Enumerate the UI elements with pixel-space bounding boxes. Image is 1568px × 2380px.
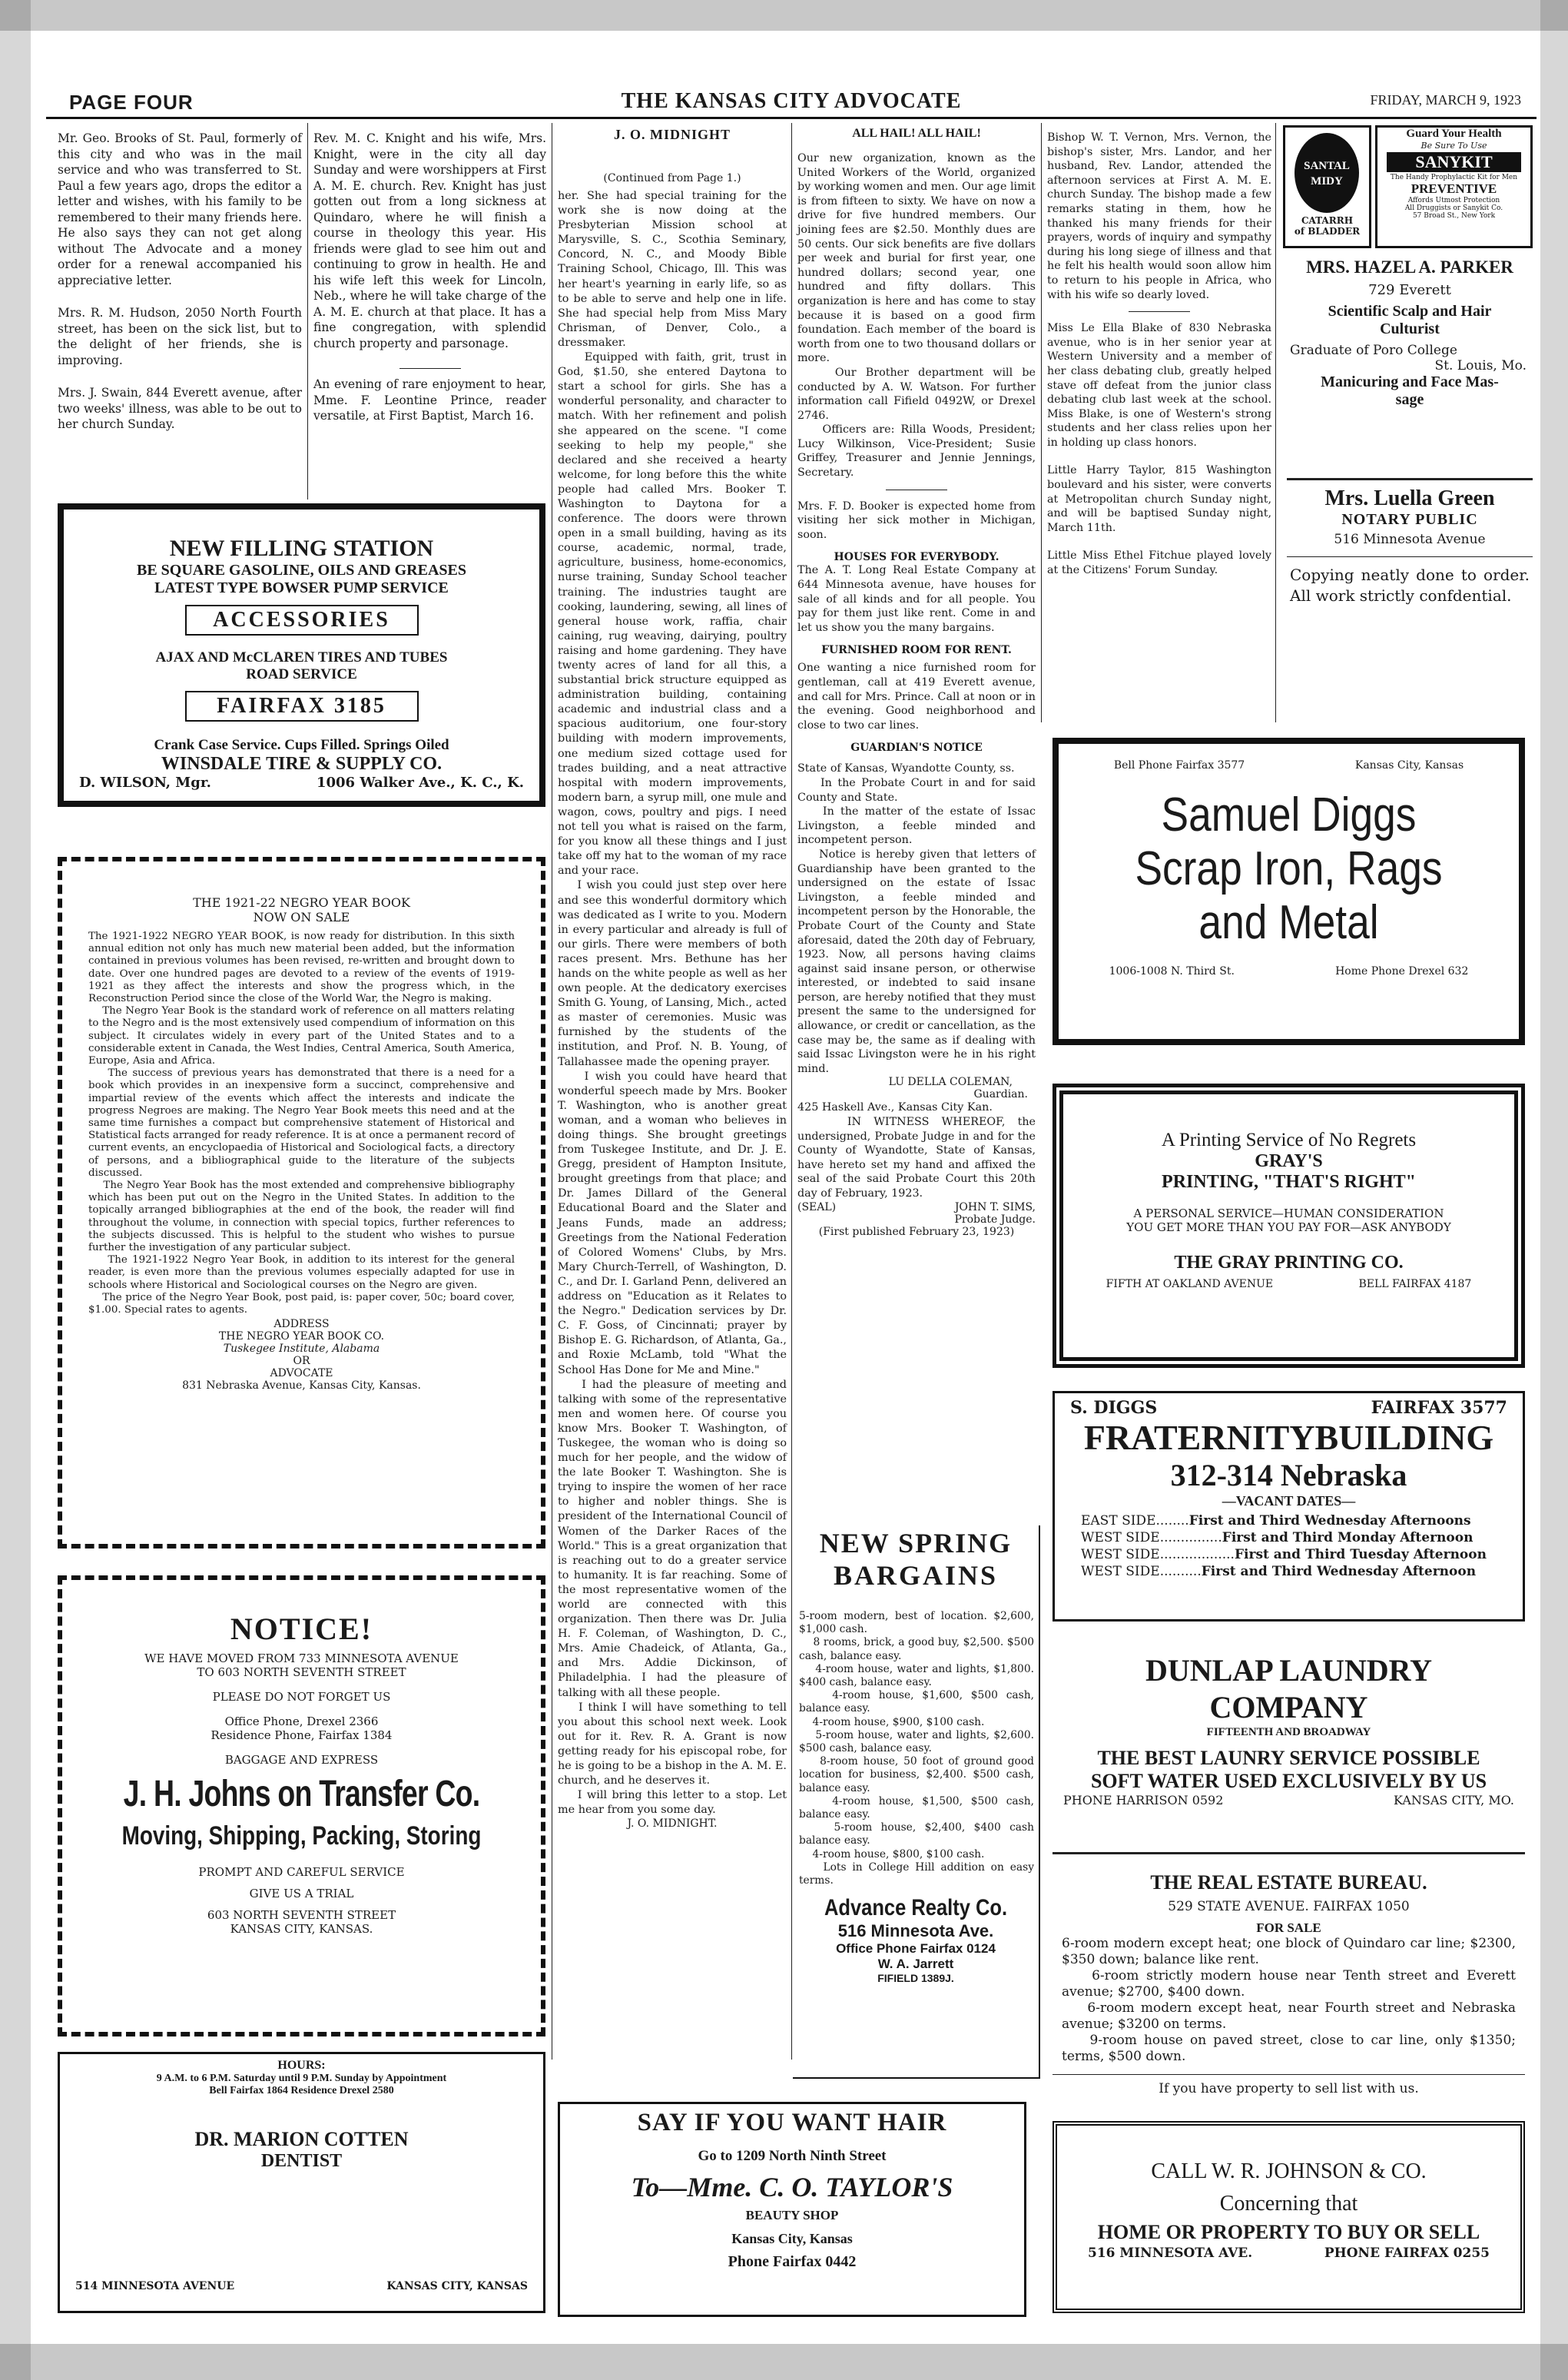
ad-line: PREVENTIVE: [1411, 181, 1497, 196]
seal-line: [797, 1201, 1036, 1213]
ad-header: [1055, 1393, 1523, 1418]
ad-filling-station: [58, 503, 545, 807]
ad-line: WE HAVE MOVED FROM 733 MINNESOTA AVENUE: [144, 1651, 459, 1665]
ad-line: 603 NORTH SEVENTH STREET: [207, 1908, 396, 1922]
ad-line: PROMPT AND CAREFUL SERVICE: [198, 1865, 405, 1879]
ad-line: ADDRESS: [273, 1318, 330, 1331]
ad-title: CALL W. R. JOHNSON & CO.: [1151, 2159, 1427, 2183]
side: WEST SIDE: [1081, 1564, 1160, 1579]
column-church-news: [313, 131, 550, 424]
ad-line: Kansas City, Kansas: [731, 2231, 853, 2246]
ad-line: FIFIELD 1389J.: [877, 1972, 954, 1985]
ad-line: HOME OR PROPERTY TO BUY OR SELL: [1097, 2221, 1480, 2243]
ad-title: 312-314 Nebraska: [1170, 1458, 1407, 1492]
ad-subtitle: NOW ON SALE: [253, 910, 350, 924]
ad-transfer-notice: [58, 1575, 545, 2036]
accessories-label: ACCESSORIES: [185, 605, 419, 636]
signature: LU DELLA COLEMAN,: [888, 1076, 1013, 1089]
ad-subtitle: LATEST TYPE BOWSER PUMP SERVICE: [154, 579, 449, 596]
ad-footer: [1053, 1793, 1525, 1807]
services: Moving, Shipping, Packing, Storing: [121, 1821, 482, 1851]
judge: JOHN T. SIMS,: [954, 1200, 1036, 1213]
ad-dunlap-laundry: [1053, 1652, 1525, 1807]
seal: (SEAL): [797, 1200, 837, 1213]
address: 1006-1008 N. Third St.: [1109, 965, 1235, 978]
ad-title: BARGAINS: [833, 1560, 999, 1591]
company-name: WINSDALE TIRE & SUPPLY CO.: [161, 754, 443, 774]
ad-title: THE 1921-22 NEGRO YEAR BOOK: [193, 895, 410, 910]
ad-line: CATARRH: [1301, 215, 1354, 226]
ad-negro-year-book: [58, 857, 545, 1548]
ad-line: If you have property to sell list with us.: [1159, 2081, 1419, 2096]
scan-edge-left: [0, 0, 31, 2380]
ad-beauty-shop: [558, 2102, 1026, 2317]
article-title: J. O. MIDNIGHT: [613, 127, 731, 142]
company-name: Advance Realty Co.: [824, 1895, 1008, 1921]
address: 516 MINNESOTA AVE.: [1088, 2246, 1253, 2261]
ad-line: TO 603 NORTH SEVENTH STREET: [197, 1665, 406, 1679]
notice-title: NOTICE!: [230, 1612, 373, 1646]
ad-line: THE BEST LAUNRY SERVICE POSSIBLE: [1097, 1747, 1480, 1769]
ad-footer: [64, 775, 539, 791]
shop-name: To—Mme. C. O. TAYLOR'S: [631, 2172, 953, 2202]
ad-fraternity-building: [1053, 1391, 1525, 1622]
company-name: J. H. Johns on Transfer Co.: [123, 1774, 480, 1814]
ad-grays-printing: [1053, 1084, 1525, 1368]
ad-line: Office Phone Fairfax 0124: [836, 1941, 996, 1957]
ad-line: Tuskegee Institute, Alabama: [223, 1343, 380, 1356]
article-prince: An evening of rare enjoyment to hear, Mme. F. Leontine Prince, reader versatile, at First Baptist, March 16.: [313, 377, 550, 423]
ad-line: Culturist: [1380, 320, 1440, 337]
ad-title: MRS. HAZEL A. PARKER: [1306, 257, 1513, 277]
column-rule: [1041, 123, 1042, 722]
brand-text: SANTAL: [1304, 160, 1350, 172]
ad-line: St. Louis, Mo.: [1434, 358, 1527, 373]
divider: [1287, 556, 1533, 557]
ad-line: 831 Nebraska Avenue, Kansas City, Kansas.: [182, 1379, 421, 1392]
article-booker: Mrs. F. D. Booker is expected home from visiting her sick mother in Michigan, soon.: [797, 500, 1039, 541]
dates: First and Third Tuesday Afternoon: [1234, 1547, 1487, 1562]
ad-line: Scientific Scalp and Hair: [1328, 303, 1492, 320]
article-body: The A. T. Long Real Estate Company at 644 Minnesota avenue, have houses for sale of all kinds and for all people. You pay for them just like rent. Come in and let us show you the many bargains.: [797, 564, 1039, 634]
ad-line: HOURS:: [277, 2059, 326, 2072]
side: WEST SIDE: [1081, 1530, 1160, 1545]
ad-line: 516 Minnesota Avenue: [1334, 532, 1486, 547]
ad-sanykit: [1375, 125, 1533, 248]
ad-title: COMPANY: [1209, 1690, 1368, 1724]
ad-line: W. A. Jarrett: [877, 1957, 954, 1972]
vacant-dates-list: [1055, 1509, 1523, 1580]
ad-title: Samuel Diggs: [1161, 788, 1417, 841]
brand-name: SANYKIT: [1387, 152, 1521, 172]
article-swain: Mrs. J. Swain, 844 Everett avenue, after two weeks' illness, was able to be out to her church Sunday.: [58, 386, 306, 431]
ad-body: Copying neatly done to order. All work strictly confdential.: [1290, 566, 1535, 605]
ad-notary-green: [1287, 478, 1533, 606]
ad-line: PHONE FAIRFAX 0255: [1324, 2246, 1490, 2261]
capsule-icon: [1285, 131, 1369, 215]
scan-edge-top: [0, 0, 1568, 31]
yearbook-body: The 1921-1922 NEGRO YEAR BOOK, is now ready for distribution. In this sixth annual edition not only has much new material been added, but the information contained in previous volumes has been revised, re-written and brought down to date. Over one hundred pages are devoted to a review of the events of 1919-1921 as they affect the interests and show the progress which, in the Reconstruction Period since the close of the World War, the Negro is making. The Negro Year Book is the standard work of reference on all matters relating to the Negro and is the most extensively used compendium of information on this subject. It circulates widely in every part of the United States and to a considerable extent in Canada, the West Indies, Central America, South America, Europe, Asia and Africa. The success of previous years has demonstrated that there is a need for a book which provides in an inexpensive form a succinct, comprehensive and impartial review of the events which affect the interests and indicate the progress Negroes are making. The Negro Year Book meets this need and at the same time furnishes a compact but comprehensive statement of Historical and Statistical facts arranged for ready reference. It is at once a permanent record of current events, an encyclopaedia of Historical and Sociological facts, a directory of persons, and a bibliographical guide to the literature of the subjects discussed. The Negro Year Book has the most extended and comprehensive bibliography which has been put out on the Negro in the United States. In addition to the topically arranged bibliographies at the end of the book, the reader will find throughout the volume, in connection with special topics, further references to the subjects discussed. This is helpful to the student who wishes to pursue further the investigation of any particular subject. The 1921-1922 Negro Year Book, in addition to its interest for the general reader, is even more than the previous volumes especially adapted for use in schools where Historical and Sociological courses on the Negro are given. The price of the Negro Year Book, post paid, is: paper cover, 50c; board cover, $1.00. Special rates to agents.: [88, 931, 515, 1316]
signature: J. O. MIDNIGHT.: [627, 1817, 718, 1831]
column-rule: [307, 123, 308, 500]
dates: First and Third Wednesday Afternoons: [1188, 1513, 1471, 1529]
ad-line: ADVOCATE: [270, 1367, 333, 1380]
city: KANSAS CITY, KANSAS: [386, 2280, 528, 2292]
ad-line: 729 Everett: [1368, 282, 1451, 298]
listing-body: 6-room modern except heat; one block of Quindaro car line; $2300, $350 down; balance like rent. 6-room strictly modern house near Tenth street and Everett avenue; $2700, $400 down. 6-room modern except heat, near Fourth street and Nebraska avenue; $3200 on terms. 9-room house on paved street, close to car line, only $1350; terms, $500 down.: [1062, 1936, 1516, 2064]
ad-line: Affords Utmost Protection: [1407, 197, 1500, 204]
divider: [1053, 1852, 1525, 1854]
vacant-row: EAST SIDE........First and Third Wednesday Afternoons: [1081, 1513, 1471, 1529]
article-title: FURNISHED ROOM FOR RENT.: [821, 644, 1012, 657]
ad-line: ROAD SERVICE: [246, 666, 357, 682]
phone-label: FAIRFAX 3185: [185, 691, 419, 722]
page-number: PAGE FOUR: [69, 91, 194, 114]
company-name: THE GRAY PRINTING CO.: [1174, 1253, 1404, 1273]
ad-line: SOFT WATER USED EXCLUSIVELY BY US: [1090, 1770, 1487, 1792]
ad-title: THE REAL ESTATE BUREAU.: [1150, 1871, 1427, 1894]
ad-title: GRAY'S: [1255, 1151, 1323, 1171]
ad-line: Be Sure To Use: [1420, 141, 1487, 151]
article-body: Our new organization, known as the United Workers of the World, organized by working women and men. Our age limit is from fifteen to sixty. We have on now a drive for five hundred members. Our joining fees are $2.50. Monthly dues are 50 cents. Our sick benefits are five dollars per week and burial for first year, one hundred dollars; second year, one hundred and fifty dollars. This organization is here and has come to stay because it is based on a good firm foundation. Each member of the board is worth from one to two thousand dollars or more. Our Brother department will be conducted by A. W. Watson. For further information call Fifield 0492W, or Drexel 2746. Officers are: Rilla Woods, President; Lucy Wilkinson, Vice-President; Susie Griffey, Treasurer and Jennie Jennings, Secretary.: [797, 152, 1036, 480]
judge-title: Probate Judge.: [954, 1213, 1036, 1226]
dentist-name: DR. MARION COTTEN: [194, 2128, 409, 2150]
article-knight: Rev. M. C. Knight and his wife, Mrs. Knight, were in the city all day Sunday and were worshippers at First A. M. E. church. Rev. Knight has just gotten out from a long sickness at Quindaro, where he will finish a course in theology this year. His friends were glad to see him out and continuing to grow in health. He and his wife left this week for Lincoln, Neb., where he will take charge of the A. M. E. church at that place. It has a fine congregation, with splendid church property and parsonage.: [313, 131, 550, 350]
ad-footer: [1063, 1278, 1514, 1290]
ad-line: Bell Phone Fairfax 3577: [1113, 759, 1245, 772]
column-midnight-letter: [558, 127, 787, 1830]
dates: First and Third Monday Afternoon: [1222, 1530, 1474, 1545]
guardian-notice: 425 Haskell Ave., Kansas City Kan. IN WITNESS WHEREOF, the undersigned, Probate Judge in and for the County of Wyandotte, State of Kansas, have hereto set my hand and affixed the seal of the said Probate Court this 20th day of February, 1923.: [797, 1101, 1036, 1200]
column-rule: [791, 123, 792, 2060]
newspaper-title: THE KANSAS CITY ADVOCATE: [621, 89, 962, 113]
dates: First and Third Wednesday Afternoon: [1201, 1564, 1477, 1579]
ad-real-estate-bureau: [1053, 1852, 1525, 2096]
ad-line: Go to 1209 North Ninth Street: [698, 2148, 887, 2164]
divider: [1287, 478, 1533, 480]
ad-line: of BLADDER: [1294, 226, 1361, 237]
ad-line: PLEASE DO NOT FORGET US: [212, 1690, 391, 1704]
ad-line: THE NEGRO YEAR BOOK CO.: [218, 1330, 385, 1343]
signature: Guardian.: [973, 1088, 1028, 1101]
ad-header: [1059, 759, 1519, 772]
issue-date: FRIDAY, MARCH 9, 1923: [1370, 92, 1521, 108]
ad-line: 9 A.M. to 6 P.M. Saturday until 9 P.M. Sunday by Appointment: [156, 2073, 447, 2084]
address: 514 MINNESOTA AVENUE: [75, 2280, 235, 2292]
ad-line: Residence Phone, Fairfax 1384: [211, 1728, 393, 1742]
dentist-title: DENTIST: [260, 2151, 343, 2171]
ad-subtitle: BE SQUARE GASOLINE, OILS AND GREASES: [136, 562, 466, 579]
ad-title: A Printing Service of No Regrets: [1161, 1130, 1417, 1150]
address: FIFTH AT OAKLAND AVENUE: [1106, 1278, 1274, 1290]
article-vernon: Bishop W. T. Vernon, Mrs. Vernon, the bishop's sister, Mrs. Landor, and her husband, Rev. Landor, attended the afternoon services at First A. M. E. church Sunday. The bishop made a few remarks stating in them, how he thanked his many friends for their prayers, words of inquiry and sympathy during his long siege of illness and that he felt his health would soon allow him to return to his people in Africa, who with his wife so dearly loved.: [1047, 131, 1275, 301]
ad-dentist: [58, 2052, 545, 2313]
ad-line: FAIRFAX 3577: [1371, 1398, 1507, 1418]
guardian-notice: State of Kansas, Wyandotte County, ss. In the Probate Court in and for said County and State. In the matter of the estate of Issac Livingston, a feeble minded and incompetent person. Notice is hereby given that letters of Guardianship have been granted to the undersigned on the estate of Issac Livingston, a feeble minded and incompetent person by the Honorable, the Probate Court of the County and State aforesaid, dated the 20th day of February, 1923. Now, all persons having claims against said insane person, or otherwise interested, or indebted to said insane person, are hereby notified that they must present the same to the undersigned for allowance, or credit or cancellation, as the case may be, the same as if dealing with said Issac Livingston were he in his right mind.: [797, 762, 1036, 1075]
ad-line: Manicuring and Face Mas-: [1321, 373, 1499, 390]
divider: [399, 368, 461, 369]
article-body: One wanting a nice furnished room for gentleman, call at 419 Everett avenue, and call for Mrs. Prince. Call at noon or in the evening. Good neighborhood and close to two car lines.: [797, 662, 1039, 732]
article-title: GUARDIAN'S NOTICE: [850, 742, 983, 755]
ad-line: KANSAS CITY, MO.: [1394, 1793, 1514, 1807]
ad-samuel-diggs: [1053, 738, 1525, 1045]
divider: [1129, 311, 1190, 312]
ad-footer: [1057, 2244, 1520, 2261]
column-local-news: [58, 131, 306, 433]
vacant-row: WEST SIDE..................First and Third Tuesday Afternoon: [1081, 1547, 1487, 1562]
ad-line: 529 STATE AVENUE. FAIRFAX 1050: [1168, 1899, 1410, 1914]
ad-line: BEAUTY SHOP: [745, 2208, 839, 2222]
ad-title: NEW SPRING: [819, 1528, 1013, 1558]
ad-line: Graduate of Poro College: [1290, 343, 1457, 358]
article-hudson: Mrs. R. M. Hudson, 2050 North Fourth street, has been on the sick list, but to the delight of her friends, she is improving.: [58, 306, 306, 367]
ad-line: Kansas City, Kansas: [1354, 759, 1464, 772]
ad-title: Mrs. Luella Green: [1324, 486, 1495, 510]
ad-footer: [1059, 965, 1519, 978]
ad-title: SAY IF YOU WANT HAIR: [637, 2109, 947, 2136]
masthead: [46, 85, 1537, 119]
article-brooks: Mr. Geo. Brooks of St. Paul, formerly of this city and who was in the mail service and who was transferred to St. Paul a few years ago, drops the editor a letter and wishes, with his family to be remembered to their many friends here. He also says they can not get along without The Advocate and a money order for a renewal accompanied his appreciative letter.: [58, 131, 306, 287]
ad-line: BAGGAGE AND EXPRESS: [224, 1753, 379, 1767]
article-body: her. She had special training for the work she is now doing at the Presbyterian Mission school at Marysville, S. C., Scothia Seminary, Concord, N. C., and Moody Bible Training School, Chicago, Ill. This was her heart's yearning in early life, so as to be able to serve and help one in life. She had special help from Miss Mary Chrisman, of Denver, Colo., a dressmaker. Equipped with faith, grit, trust in God, $1.50, she entered Daytona to start a school for girls. She has a wonderful personality, and character to match. With her refinement and polish she appeared on the scene. "I come seeking to help my people," she declared and she received a hearty welcome, for long before this the white people had called Mrs. Booker T. Washington to Daytona for a conference. The doors were thrown open in a small building, having as its course, academic, normal, trade, agriculture, business, home-economics, nurse training, Sunday School teacher training. The industries taught are cooking, laundering, sewing, all lines of general house work, raffia, chair caining, rug weaving, dairying, poultry raising and home gardening. They have twenty acres of land for all this, a substantial brick structure equipped as administration building, containing academic and industrial class and a spacious auditorium, one four-story building with modern improvements, one medium sized cottage used for trades building, and a neat attractive hospital with modern improvements, modern barn, a syrup mill, one mule and wagon, cows, poultry and pigs. I need not tell you what is raised on the farm, for you know all these things and I just take off my hat to the woman of my race and your race. I wish you could just step over here and see this wonderful dormitory which was dedicated as I write to you. Modern in every particular and already is full of our girls. There were members of both races present. Mrs. Bethune has her hands on the white people as well as her own people. At the dedicatory exercises Smith G. Young, of Lansing, Mich., acted as master of ceremonies. Music was furnished by the students of the institution, and Prof. N. B. Young, of Tallahassee made the opening prayer. I wish you could have heard that wonderful speech made by Mrs. Booker T. Washington, who is another great woman, and a woman who believes in doing things. She brought greetings from Tuskegee Institute, and Dr. J. E. Gregg, president of Hampton Insitute, brought greetings from that place; and Dr. James Dillard of the General Educational Board and the Slater and Jeans Funds, made an address; Greetings from the National Federation of Colored Womens' Clubs, by Mrs. Mary Church-Terrell, of Washington, D. C., and Dr. I. Garland Penn, delivered an address on "Education as it Relates to the Negro." Dedication services by Dr. C. F. Goss, of Cincinnati; prayer by Bishop E. G. Richardson, of Atlanta, Ga., and Roxie McLamb, told "What the School Has Done for Me and Mine." I had the pleasure of meeting and talking with some of the representative men and women here. Of course you know Mrs. Booker T. Washington, of Tuskegee, the woman who is doing so much for her people, and the widow of the late Booker T. Washington. She is trying to inspire the women of her race to higher and nobler things. She is president of the International Council of Women of the Darker Races of the World." This is a great organization that is reaching out to do a greater service to humanity. It is far reaching. Some of the most representative women of the world are connected with this organization. Then there was Dr. Julia H. F. Coleman, of Washington, D. C., Mrs. Amie Chadeick, of Atlanta, Ga., and Mrs. Addie Dickinson, of Philadelphia. I had the pleasure of talking with all these people. I think I will have something to tell you about this school next week. Look out for it. Rev. R. A. Grant is now getting ready for his episcopal robe, for he is going to be a bishop in the A. M. E. church, and he deserves it. I will bring this letter to a stop. Let me hear from you some day.: [558, 190, 787, 1817]
vacant-row: WEST SIDE..........First and Third Wednesday Afternoon: [1081, 1564, 1477, 1579]
ad-line: GIVE US A TRIAL: [249, 1887, 354, 1900]
divider: [1053, 2074, 1525, 2075]
ad-title: PRINTING, "THAT'S RIGHT": [1162, 1172, 1416, 1192]
ad-line: Phone Fairfax 0442: [728, 2253, 857, 2270]
ad-line: PHONE HARRISON 0592: [1063, 1793, 1224, 1807]
ad-line: The Handy Prophylactic Kit for Men: [1390, 174, 1518, 181]
ad-line: Office Phone, Drexel 2366: [224, 1714, 379, 1728]
ad-footer: [75, 2280, 528, 2292]
ad-line: 57 Broad St., New York: [1412, 212, 1496, 220]
ad-line: A PERSONAL SERVICE—HUMAN CONSIDERATION: [1133, 1207, 1444, 1220]
vacant-row: WEST SIDE...............First and Third Monday Afternoon: [1081, 1530, 1474, 1545]
ad-title: Scrap Iron, Rags: [1135, 842, 1443, 895]
ad-line: All Druggists or Sanykit Co.: [1404, 204, 1503, 212]
ad-line: FIFTEENTH AND BROADWAY: [1206, 1726, 1371, 1738]
article-blake: Miss Le Ella Blake of 830 Nebraska avenue, who is in her senior year at Western University and a member of her class debating club, greatly helped stave off defeat from the junior class debating club last week at the school. Miss Blake, is one of Western's strong students and her class relies upon her in holding up class honors.: [1047, 322, 1275, 449]
ad-line: Crank Case Service. Cups Filled. Springs Oiled: [154, 737, 449, 753]
ad-line: KANSAS CITY, KANSAS.: [230, 1922, 373, 1936]
scan-edge-right: [1540, 0, 1568, 2380]
ad-title: and Metal: [1198, 896, 1379, 949]
manager: D. WILSON, Mgr.: [79, 775, 211, 791]
ad-line: YOU GET MORE THAN YOU PAY FOR—ASK ANYBODY: [1126, 1220, 1451, 1234]
ad-line: Concerning that: [1219, 2192, 1358, 2216]
ad-line: OR: [293, 1355, 310, 1368]
article-title: HOUSES FOR EVERYBODY.: [834, 551, 999, 564]
ad-line: AJAX AND McCLAREN TIRES AND TUBES: [155, 649, 448, 666]
column-notices: [797, 127, 1039, 1238]
ad-title: Guard Your Health: [1406, 128, 1502, 140]
article-taylor: Little Harry Taylor, 815 Washington boulevard and his sister, were converts at Metropolitan church Sunday night, and will be baptised Sunday night, March 11th.: [1047, 464, 1275, 534]
side: WEST SIDE: [1081, 1547, 1160, 1562]
ad-line: sage: [1395, 391, 1424, 408]
ad-line: S. DIGGS: [1070, 1398, 1158, 1418]
article-title: ALL HAIL! ALL HAIL!: [852, 127, 981, 140]
publication-note: (First published February 23, 1923): [818, 1225, 1015, 1238]
address: 1006 Walker Ave., K. C., K.: [316, 775, 524, 791]
ad-johnson: [1053, 2121, 1525, 2313]
column-rule: [1275, 123, 1276, 722]
scan-edge-bottom: [0, 2344, 1568, 2380]
ad-line: BELL FAIRFAX 4187: [1358, 1278, 1472, 1290]
ad-title: FRATERNITYBUILDING: [1083, 1418, 1494, 1457]
ad-line: FOR SALE: [1256, 1920, 1321, 1935]
side: EAST SIDE: [1081, 1513, 1156, 1529]
continued-note: (Continued from Page 1.): [603, 172, 741, 184]
ad-santal-midy: [1283, 125, 1371, 248]
listing-body: 5-room modern, best of location. $2,600, $1,000 cash. 8 rooms, brick, a good buy, $2,500. $500 cash, balance easy. 4-room house, water and lights, $1,800. $400 cash, balance easy. 4-room house, $1,600, $500 cash, balance easy. 4-room house, $900, $100 cash. 5-room house, water and lights, $2,600. $500 cash, balance easy. 8-room house, 50 foot of ground good location for business, $2,400. $500 cash, balance easy. 4-room house, $1,500, $500 cash, balance easy. 5-room house, $2,400, $400 cash balance easy. 4-room house, $800, $100 cash. Lots in College Hill addition on easy terms.: [799, 1610, 1035, 1887]
column-personal-news: [1047, 131, 1275, 578]
ad-title: DUNLAP LAUNDRY: [1145, 1653, 1433, 1688]
ad-line: Bell Fairfax 1864 Residence Drexel 2580: [209, 2085, 394, 2096]
ad-parker: [1287, 257, 1533, 409]
ad-line: 516 Minnesota Ave.: [837, 1921, 994, 1941]
brand-text: MIDY: [1311, 175, 1343, 188]
ad-line: Home Phone Drexel 632: [1335, 965, 1469, 978]
ad-line: NOTARY PUBLIC: [1341, 511, 1478, 528]
ad-spring-bargains: [793, 1525, 1040, 2079]
article-fitchue: Little Miss Ethel Fitchue played lovely at the Citizens' Forum Sunday.: [1047, 549, 1275, 577]
ad-line: —VACANT DATES—: [1222, 1493, 1356, 1509]
ad-title: NEW FILLING STATION: [169, 536, 434, 561]
